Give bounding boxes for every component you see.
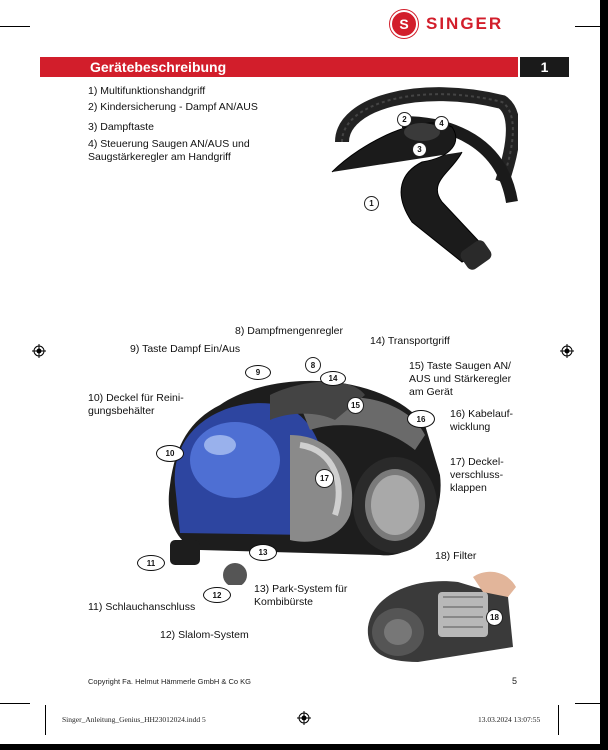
brand-logo <box>390 10 503 38</box>
callout-2: 2 <box>397 112 412 127</box>
callout-18: 18 <box>486 609 503 626</box>
registration-mark-icon <box>32 344 46 358</box>
print-filename: Singer_Anleitung_Genius_HH23012024.indd 5 <box>62 715 206 724</box>
callout-17: 17 <box>315 469 334 488</box>
page-number: 5 <box>512 676 518 686</box>
crop-mark <box>558 705 559 735</box>
singer-s-icon: S <box>390 10 418 38</box>
callout-3: 3 <box>412 142 427 157</box>
callout-14: 14 <box>320 371 346 386</box>
crop-mark <box>45 705 46 735</box>
print-timestamp: 13.03.2024 13:07:55 <box>478 715 541 724</box>
label-11: 11) Schlauchanschluss <box>88 601 196 613</box>
handle-item-3: 3) Dampftaste <box>88 121 154 133</box>
label-14: 14) Transportgriff <box>370 335 450 347</box>
handle-item-1: 1) Multifunktionshandgriff <box>88 85 206 97</box>
label-16: 16) Kabelauf- wicklung <box>450 408 514 433</box>
crop-mark <box>575 703 600 704</box>
callout-15: 15 <box>347 397 364 414</box>
callout-4: 4 <box>434 116 449 131</box>
registration-mark-icon <box>297 711 311 725</box>
label-10: 10) Deckel für Reini- gungsbehälter <box>88 392 184 417</box>
label-9: 9) Taste Dampf Ein/Aus <box>130 343 241 355</box>
callout-11: 11 <box>137 555 165 571</box>
label-13: 13) Park-System für Kombibürste <box>254 583 348 608</box>
crop-mark <box>575 26 600 27</box>
section-number: 1 <box>520 57 569 77</box>
label-15: 15) Taste Saugen AN/ AUS und Stärkeregler am Gerät <box>409 360 512 398</box>
callout-13: 13 <box>249 544 277 561</box>
crop-mark <box>0 26 30 27</box>
callout-1: 1 <box>364 196 379 211</box>
label-17: 17) Deckel- verschluss- klappen <box>450 456 504 494</box>
callout-12: 12 <box>203 587 231 603</box>
label-8: 8) Dampfmengenregler <box>235 325 343 337</box>
copyright: Copyright Fa. Helmut Hämmerle GmbH & Co KG <box>88 677 251 686</box>
registration-mark-icon <box>560 344 574 358</box>
handle-item-4: 4) Steuerung Saugen AN/AUS und Saugstärkeregler am Handgriff <box>88 138 250 163</box>
callout-9: 9 <box>245 365 271 380</box>
callout-8: 8 <box>305 357 321 373</box>
label-18: 18) Filter <box>435 550 477 562</box>
section-title: Gerätebeschreibung <box>90 59 227 75</box>
handle-item-2: 2) Kindersicherung - Dampf AN/AUS <box>88 101 258 113</box>
crop-mark <box>0 703 30 704</box>
label-12: 12) Slalom-System <box>160 629 249 641</box>
callout-16: 16 <box>407 410 435 428</box>
vacuum-photo <box>160 365 445 585</box>
callout-10: 10 <box>156 445 184 462</box>
brand-name: SINGER <box>426 14 504 33</box>
handle-photo <box>302 82 518 272</box>
